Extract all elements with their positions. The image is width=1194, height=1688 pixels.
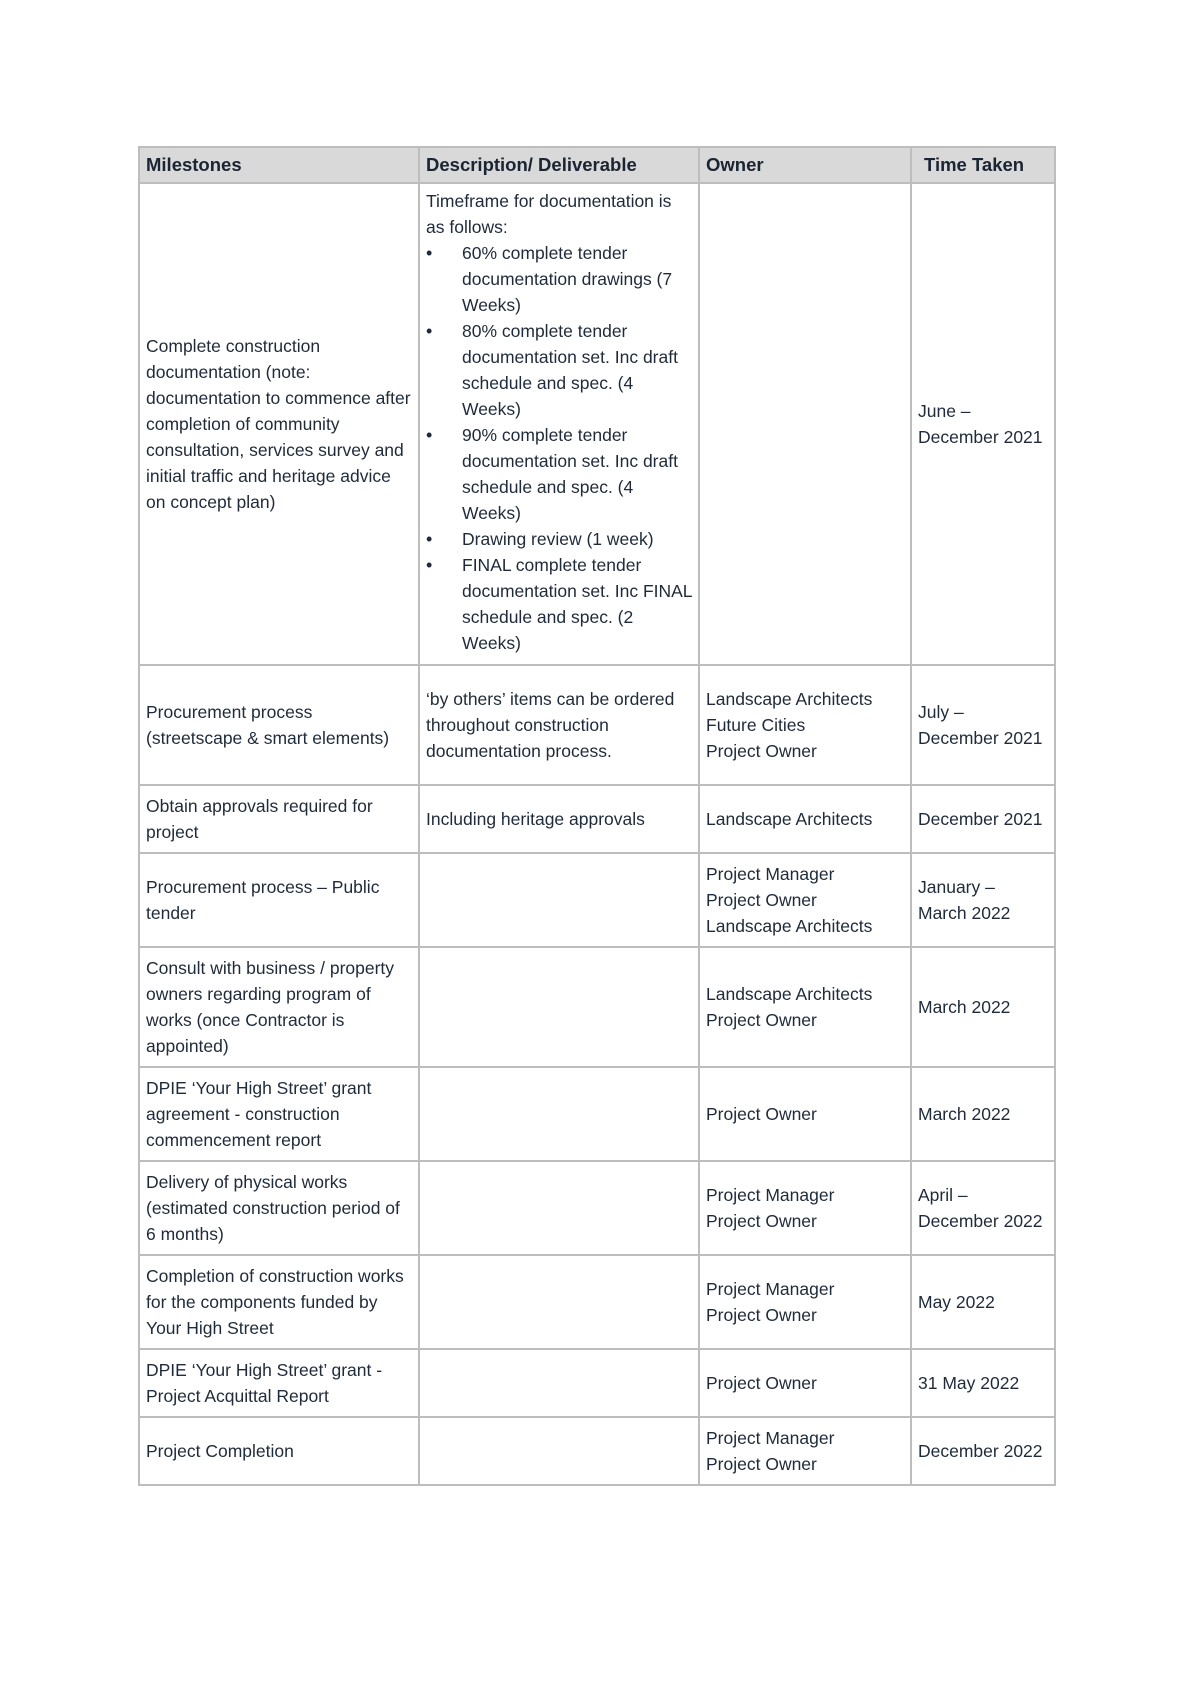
owner-name: Future Cities: [706, 715, 806, 735]
milestone-cell: Completion of construction works for the components funded by Your High Street: [139, 1255, 419, 1349]
owner-name: Landscape Architects: [706, 809, 873, 829]
table-row: [139, 1067, 1055, 1161]
time-cell: May 2022: [911, 1255, 1055, 1349]
owner-name: Landscape Architects: [706, 916, 873, 936]
milestone-cell: Complete construction documentation (note: documentation to commence after completion of community consultation, services survey and initial traffic and heritage advice on concept plan): [139, 183, 419, 665]
owner-cell: [699, 183, 911, 665]
time-cell: April – December 2022: [911, 1161, 1055, 1255]
description-cell: [419, 1161, 699, 1255]
time-cell: December 2021: [911, 785, 1055, 853]
time-cell: December 2022: [911, 1417, 1055, 1485]
owner-name: Project Owner: [706, 1305, 817, 1325]
description-cell: [419, 1417, 699, 1485]
time-cell: March 2022: [911, 947, 1055, 1067]
milestone-cell: DPIE ‘Your High Street’ grant agreement - construction commencement report: [139, 1067, 419, 1161]
owner-name: Project Manager: [706, 1428, 835, 1448]
owner-name: Project Owner: [706, 1010, 817, 1030]
deliverable-list: [426, 240, 692, 656]
table-row: [139, 1349, 1055, 1417]
owner-name: Project Owner: [706, 1454, 817, 1474]
owner-name: Project Manager: [706, 1185, 835, 1205]
owner-name: Project Owner: [706, 1104, 817, 1124]
owner-cell: [699, 1349, 911, 1417]
time-cell: June – December 2021: [911, 183, 1055, 665]
owner-name: Project Owner: [706, 1373, 817, 1393]
milestone-cell: Obtain approvals required for project: [139, 785, 419, 853]
list-item: • 80% complete tender documentation set. Inc draft schedule and spec. (4 Weeks): [426, 318, 692, 422]
time-cell: 31 May 2022: [911, 1349, 1055, 1417]
owner-cell: [699, 785, 911, 853]
list-item: • 60% complete tender documentation drawings (7 Weeks): [426, 240, 692, 318]
table-row: [139, 785, 1055, 853]
description-cell: [419, 1349, 699, 1417]
table-row: [139, 1161, 1055, 1255]
owner-name: Project Manager: [706, 1279, 835, 1299]
header-owner: Owner: [699, 147, 911, 183]
description-cell: Including heritage approvals: [419, 785, 699, 853]
owner-name: Project Manager: [706, 864, 835, 884]
milestone-cell: Procurement process – Public tender: [139, 853, 419, 947]
time-cell: March 2022: [911, 1067, 1055, 1161]
owner-name: Landscape Architects: [706, 689, 873, 709]
description-cell: [419, 853, 699, 947]
header-time-taken: Time Taken: [911, 147, 1055, 183]
description-cell: [419, 947, 699, 1067]
owner-cell: [699, 1161, 911, 1255]
owner-cell: [699, 853, 911, 947]
time-cell: January – March 2022: [911, 853, 1055, 947]
table-row: [139, 1255, 1055, 1349]
table-row: [139, 665, 1055, 785]
time-cell: July – December 2021: [911, 665, 1055, 785]
description-cell: [419, 1067, 699, 1161]
owner-name: Project Owner: [706, 1211, 817, 1231]
milestone-cell: DPIE ‘Your High Street’ grant - Project Acquittal Report: [139, 1349, 419, 1417]
owner-cell: [699, 1255, 911, 1349]
owner-name: Landscape Architects: [706, 984, 873, 1004]
description-cell: ‘by others’ items can be ordered throughout construction documentation process.: [419, 665, 699, 785]
description-cell: [419, 1255, 699, 1349]
list-item: • 90% complete tender documentation set. Inc draft schedule and spec. (4 Weeks): [426, 422, 692, 526]
milestone-cell: Delivery of physical works (estimated construction period of 6 months): [139, 1161, 419, 1255]
list-item: • FINAL complete tender documentation set. Inc FINAL schedule and spec. (2 Weeks): [426, 552, 692, 656]
table-row: [139, 853, 1055, 947]
owner-cell: [699, 665, 911, 785]
owner-cell: [699, 1417, 911, 1485]
table-row: [139, 1417, 1055, 1485]
milestones-table: [138, 146, 1056, 1486]
owner-cell: [699, 947, 911, 1067]
owner-name: Project Owner: [706, 890, 817, 910]
table-header-row: [139, 147, 1055, 183]
description-cell: [419, 183, 699, 665]
owner-name: Project Owner: [706, 741, 817, 761]
table-row: [139, 183, 1055, 665]
table-row: [139, 947, 1055, 1067]
milestone-cell: Project Completion: [139, 1417, 419, 1485]
milestone-cell: Consult with business / property owners regarding program of works (once Contractor is appointed): [139, 947, 419, 1067]
description-intro: Timeframe for documentation is as follows:: [426, 191, 672, 237]
owner-cell: [699, 1067, 911, 1161]
header-description: Description/ Deliverable: [419, 147, 699, 183]
list-item: • Drawing review (1 week): [426, 526, 692, 552]
header-milestones: Milestones: [139, 147, 419, 183]
milestone-cell: Procurement process (streetscape & smart elements): [139, 665, 419, 785]
